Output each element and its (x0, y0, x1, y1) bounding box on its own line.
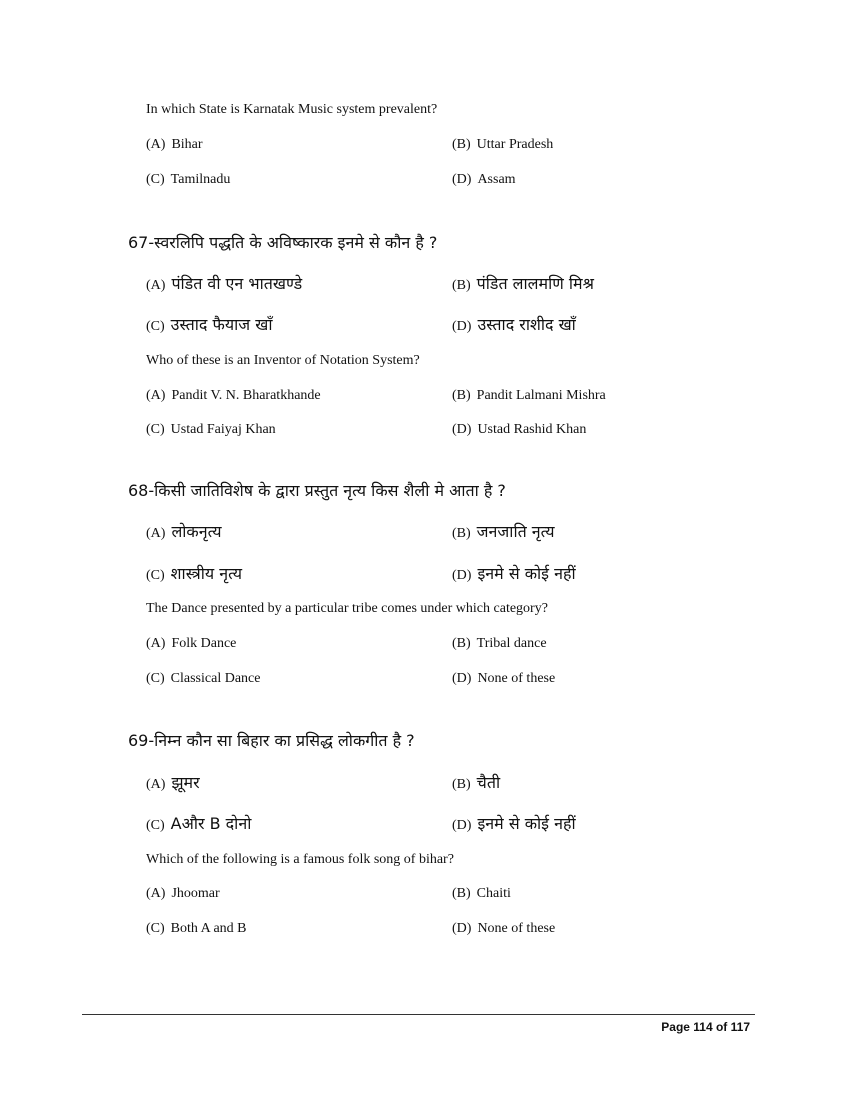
option-text: None of these (477, 921, 556, 936)
option-text: Ustad Rashid Khan (477, 422, 587, 437)
option-label: (A) (146, 636, 166, 651)
option-c (146, 313, 272, 335)
footer-divider (82, 1014, 755, 1015)
option-text: Pandit Lalmani Mishra (476, 388, 606, 403)
option-d (452, 671, 555, 687)
option-d (452, 562, 576, 584)
option-text: झूमर (171, 773, 200, 792)
option-b (452, 137, 553, 153)
option-c (146, 921, 247, 937)
option-c (146, 422, 276, 438)
option-label: (D) (452, 568, 472, 583)
option-d (452, 172, 516, 188)
option-a (146, 636, 236, 652)
option-label: (A) (146, 137, 166, 152)
option-a (146, 137, 203, 153)
option-label: (B) (452, 278, 471, 293)
question-68-hindi: 68-किसी जातिविशेष के द्वारा प्रस्तुत नृत्य किस शैली मे आता है ? (128, 481, 506, 500)
option-b (452, 886, 511, 902)
option-d (452, 812, 576, 834)
option-label: (D) (452, 319, 472, 334)
option-label: (C) (146, 568, 165, 583)
option-text: Pandit V. N. Bharatkhande (171, 388, 321, 403)
question-69-english: Which of the following is a famous folk song of bihar? (146, 852, 454, 867)
option-text: Ustad Faiyaj Khan (170, 422, 276, 437)
option-text: Classical Dance (170, 671, 261, 686)
option-text: पंडित वी एन भातखण्डे (171, 274, 303, 293)
option-label: (B) (452, 388, 471, 403)
question-68-english: The Dance presented by a particular tribe comes under which category? (146, 601, 548, 616)
option-text: जनजाति नृत्य (476, 522, 555, 541)
option-label: (D) (452, 818, 472, 833)
option-b (452, 771, 500, 793)
option-text: इनमे से कोई नहीं (477, 564, 576, 583)
question-66-english: In which State is Karnatak Music system prevalent? (146, 102, 438, 117)
option-a (146, 388, 321, 404)
option-text: Tamilnadu (170, 172, 231, 187)
option-text: लोकनृत्य (171, 522, 222, 541)
question-67-hindi: 67-स्वरलिपि पद्धति के अविष्कारक इनमे से कौन है ? (128, 233, 438, 252)
option-b (452, 272, 594, 294)
option-label: (D) (452, 172, 472, 187)
option-label: (A) (146, 886, 166, 901)
option-b (452, 388, 606, 404)
option-text: None of these (477, 671, 556, 686)
option-label: (C) (146, 818, 165, 833)
option-label: (C) (146, 172, 165, 187)
option-text: Aऔर B दोनो (170, 814, 252, 833)
option-d (452, 313, 576, 335)
option-label: (A) (146, 278, 166, 293)
option-label: (D) (452, 671, 472, 686)
option-a (146, 886, 220, 902)
page-number: Page 114 of 117 (661, 1020, 750, 1034)
option-label: (D) (452, 921, 472, 936)
option-text: Both A and B (170, 921, 247, 936)
option-text: पंडित लालमणि मिश्र (476, 274, 594, 293)
option-label: (A) (146, 526, 166, 541)
option-b (452, 636, 547, 652)
option-c (146, 812, 251, 834)
option-label: (A) (146, 777, 166, 792)
option-text: Uttar Pradesh (476, 137, 554, 152)
option-label: (B) (452, 886, 471, 901)
option-text: Assam (477, 172, 516, 187)
option-label: (C) (146, 921, 165, 936)
option-a (146, 520, 222, 542)
question-69-hindi: 69-निम्न कौन सा बिहार का प्रसिद्ध लोकगीत है ? (128, 731, 415, 750)
option-text: Jhoomar (171, 886, 220, 901)
option-text: Chaiti (476, 886, 511, 901)
option-c (146, 562, 242, 584)
question-67-english: Who of these is an Inventor of Notation System? (146, 353, 420, 368)
option-text: Bihar (171, 137, 203, 152)
option-d (452, 422, 586, 438)
option-b (452, 520, 555, 542)
option-a (146, 272, 302, 294)
option-label: (B) (452, 137, 471, 152)
option-text: उस्ताद फैयाज खाँ (170, 315, 273, 334)
option-label: (B) (452, 526, 471, 541)
option-d (452, 921, 555, 937)
option-text: चैती (476, 773, 501, 792)
option-label: (C) (146, 671, 165, 686)
option-text: शास्त्रीय नृत्य (170, 564, 243, 583)
option-c (146, 172, 230, 188)
option-text: Tribal dance (476, 636, 547, 651)
option-label: (C) (146, 319, 165, 334)
option-label: (A) (146, 388, 166, 403)
option-label: (B) (452, 777, 471, 792)
option-label: (B) (452, 636, 471, 651)
option-label: (D) (452, 422, 472, 437)
option-a (146, 771, 200, 793)
option-text: इनमे से कोई नहीं (477, 814, 576, 833)
option-c (146, 671, 260, 687)
option-text: Folk Dance (171, 636, 237, 651)
option-text: उस्ताद राशीद खाँ (477, 315, 576, 334)
option-label: (C) (146, 422, 165, 437)
